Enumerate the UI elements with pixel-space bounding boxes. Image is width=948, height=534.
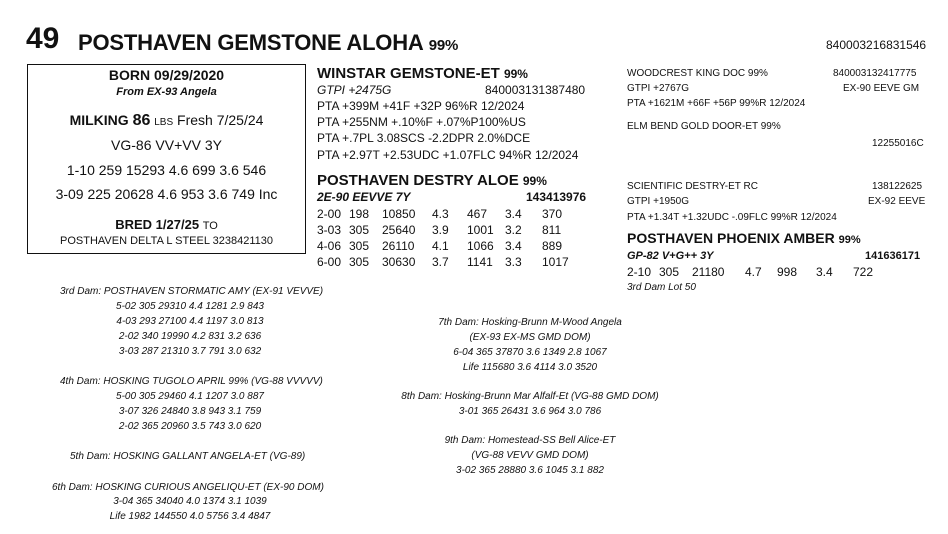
dam-record-cell: 3.3 xyxy=(505,255,522,269)
sire-name: WINSTAR GEMSTONE-ET xyxy=(317,65,500,82)
birth-date: BORN 09/29/2020 xyxy=(108,67,225,83)
dam-record-cell: 305 xyxy=(349,239,370,253)
bred-to-label: TO xyxy=(202,220,218,232)
dam3-record: 4-03 293 27100 4.4 1197 3.0 813 xyxy=(116,316,264,327)
dam8-line: 3-01 365 26431 3.6 964 3.0 786 xyxy=(458,406,602,417)
sire-pta-2: PTA +255NM +.10%F +.07%P100%US xyxy=(317,115,526,129)
animal-info-box xyxy=(27,64,306,254)
dam-record-cell: 25640 xyxy=(382,223,416,237)
dam-record-cell: 811 xyxy=(542,223,562,237)
dam-record-cell: 1066 xyxy=(467,239,494,253)
dam3-title: 3rd Dam: POSTHAVEN STORMATIC AMY (EX-91 VEVVE) xyxy=(60,286,324,297)
dam9-line: (VG-88 VEVV GMD DOM) xyxy=(471,450,589,461)
dam-reference: From EX-93 Angela xyxy=(116,86,217,98)
dam-sire-name: SCIENTIFIC DESTRY-ET RC xyxy=(627,181,758,192)
dam-classification: 2E-90 EEVVE 7Y xyxy=(317,190,411,204)
dam-record-cell: 3.2 xyxy=(505,223,522,237)
sire-sire-classification: EX-90 EEVE GM xyxy=(843,83,920,94)
dam-dam-note: 3rd Dam Lot 50 xyxy=(627,282,696,293)
dam-dam-registration: 141636171 xyxy=(865,250,921,262)
sire-dam-registration: 12255016C xyxy=(872,138,924,149)
dam-record-cell: 1017 xyxy=(542,255,569,269)
sire-gtpi: GTPI +2475G xyxy=(317,83,392,97)
dam-dam-record-cell: 2-10 xyxy=(627,265,652,279)
fresh-date: Fresh 7/25/24 xyxy=(177,112,264,128)
dam4-record: 2-02 365 20960 3.5 743 3.0 620 xyxy=(118,421,262,432)
dam-record-cell: 467 xyxy=(467,207,488,221)
dam6-record: 3-04 365 34040 4.0 1374 3.1 1039 xyxy=(113,496,267,507)
dam-name: POSTHAVEN DESTRY ALOE xyxy=(317,172,519,189)
milking-unit: LBS xyxy=(154,117,174,128)
dam-sire-pta: PTA +1.34T +1.32UDC -.09FLC 99%R 12/2024 xyxy=(627,212,837,223)
sire-sire-pta: PTA +1621M +66F +56P 99%R 12/2024 xyxy=(627,98,806,109)
lot-number: 49 xyxy=(26,22,60,55)
animal-percent: 99% xyxy=(428,37,459,54)
production-record-1: 1-10 259 15293 4.6 699 3.6 546 xyxy=(66,162,267,178)
dam4-record: 5-00 305 29460 4.1 1207 3.0 887 xyxy=(116,391,264,402)
dam-name-line xyxy=(317,172,547,189)
sire-name-line xyxy=(317,65,528,82)
sire-dam-name: ELM BEND GOLD DOOR-ET 99% xyxy=(627,121,781,132)
dam3-record: 5-02 305 29310 4.4 1281 2.9 843 xyxy=(116,301,264,312)
dam-dam-percent: 99% xyxy=(838,234,861,246)
dam-dam-record-cell: 4.7 xyxy=(745,265,762,279)
dam4-title: 4th Dam: HOSKING TUGOLO APRIL 99% (VG-88 VVVVV) xyxy=(60,376,323,387)
milking-value: 86 xyxy=(132,112,151,129)
dam3-record: 3-03 287 21310 3.7 791 3.0 632 xyxy=(118,346,262,357)
animal-registration: 840003216831546 xyxy=(826,38,927,52)
classification: VG-86 VV+VV 3Y xyxy=(111,137,222,153)
dam3-record: 2-02 340 19990 4.2 831 3.2 636 xyxy=(118,331,262,342)
service-sire: POSTHAVEN DELTA L STEEL 3238421130 xyxy=(60,235,273,247)
bred-date xyxy=(28,217,305,232)
animal-name: POSTHAVEN GEMSTONE ALOHA xyxy=(78,30,423,55)
dam7-title: 7th Dam: Hosking-Brunn M-Wood Angela xyxy=(438,317,622,328)
dam-record-cell: 3.4 xyxy=(505,207,522,221)
animal-name-heading xyxy=(78,30,458,56)
dam9-line: 3-02 365 28880 3.6 1045 3.1 882 xyxy=(456,465,604,476)
dam-record-cell: 4.1 xyxy=(432,239,449,253)
dam-record-cell: 305 xyxy=(349,255,370,269)
dam-record-cell: 305 xyxy=(349,223,370,237)
dam-dam-name: POSTHAVEN PHOENIX AMBER xyxy=(627,230,835,246)
dam4-record: 3-07 326 24840 3.8 943 3.1 759 xyxy=(118,406,262,417)
dam6-record: Life 1982 144550 4.0 5756 3.4 4847 xyxy=(109,511,271,522)
dam-record-cell: 1141 xyxy=(467,255,493,269)
sire-sire-name: WOODCREST KING DOC 99% xyxy=(627,68,768,79)
dam-record-cell: 4.3 xyxy=(432,207,449,221)
sire-registration: 840003131387480 xyxy=(485,83,586,97)
dam9-title: 9th Dam: Homestead-SS Bell Alice-ET xyxy=(444,435,616,446)
production-record-2: 3-09 225 20628 4.6 953 3.6 749 Inc xyxy=(55,186,278,202)
bred-label: BRED 1/27/25 xyxy=(115,217,200,232)
milking-label: MILKING xyxy=(69,112,129,128)
dam-percent: 99% xyxy=(522,174,547,188)
dam-dam-classification: GP-82 V+G++ 3Y xyxy=(627,250,714,262)
dam-record-cell: 198 xyxy=(349,207,370,221)
dam6-title: 6th Dam: HOSKING CURIOUS ANGELIQU-ET (EX-90 DOM) xyxy=(52,482,324,493)
dam-record-cell: 3.7 xyxy=(432,255,449,269)
dam-dam-record-cell: 998 xyxy=(777,265,798,279)
dam-record-cell: 370 xyxy=(542,207,563,221)
dam-record-cell: 3.9 xyxy=(432,223,449,237)
dam-record-cell: 26110 xyxy=(382,239,415,253)
sire-pta-4: PTA +2.97T +2.53UDC +1.07FLC 94%R 12/2024 xyxy=(317,148,579,162)
dam-dam-record-cell: 722 xyxy=(853,265,874,279)
milking-status xyxy=(28,112,305,130)
dam5-title: 5th Dam: HOSKING GALLANT ANGELA-ET (VG-89) xyxy=(70,451,306,462)
dam8-title: 8th Dam: Hosking-Brunn Mar Alfalf-Et (VG-88 GMD DOM) xyxy=(401,391,659,402)
dam-registration: 143413976 xyxy=(526,190,587,204)
dam-dam-record-cell: 21180 xyxy=(692,265,725,279)
dam-record-cell: 1001 xyxy=(467,223,494,237)
dam-sire-classification: EX-92 EEVE xyxy=(868,196,926,207)
dam-dam-record-cell: 305 xyxy=(659,265,680,279)
dam-sire-registration: 138122625 xyxy=(872,181,923,192)
sire-percent: 99% xyxy=(503,67,528,81)
dam7-line: (EX-93 EX-MS GMD DOM) xyxy=(469,332,591,343)
dam7-line: 6-04 365 37870 3.6 1349 2.8 1067 xyxy=(453,347,607,358)
dam-dam-name-line xyxy=(627,230,861,246)
dam-sire-gtpi: GTPI +1950G xyxy=(627,196,689,207)
dam-record-cell: 4-06 xyxy=(317,239,342,253)
dam-record-cell: 10850 xyxy=(382,207,416,221)
dam-record-cell: 889 xyxy=(542,239,563,253)
sire-pta-3: PTA +.7PL 3.08SCS -2.2DPR 2.0%DCE xyxy=(317,131,531,145)
dam7-line: Life 115680 3.6 4114 3.0 3520 xyxy=(462,362,598,373)
dam-record-cell: 2-00 xyxy=(317,207,342,221)
dam-record-cell: 3.4 xyxy=(505,239,522,253)
dam-record-cell: 30630 xyxy=(382,255,416,269)
dam-record-cell: 6-00 xyxy=(317,255,342,269)
sire-pta-1: PTA +399M +41F +32P 96%R 12/2024 xyxy=(317,99,525,113)
sire-sire-registration: 840003132417775 xyxy=(833,68,917,79)
sire-sire-gtpi: GTPI +2767G xyxy=(627,83,689,94)
dam-record-cell: 3-03 xyxy=(317,223,342,237)
dam-dam-record-cell: 3.4 xyxy=(816,265,833,279)
